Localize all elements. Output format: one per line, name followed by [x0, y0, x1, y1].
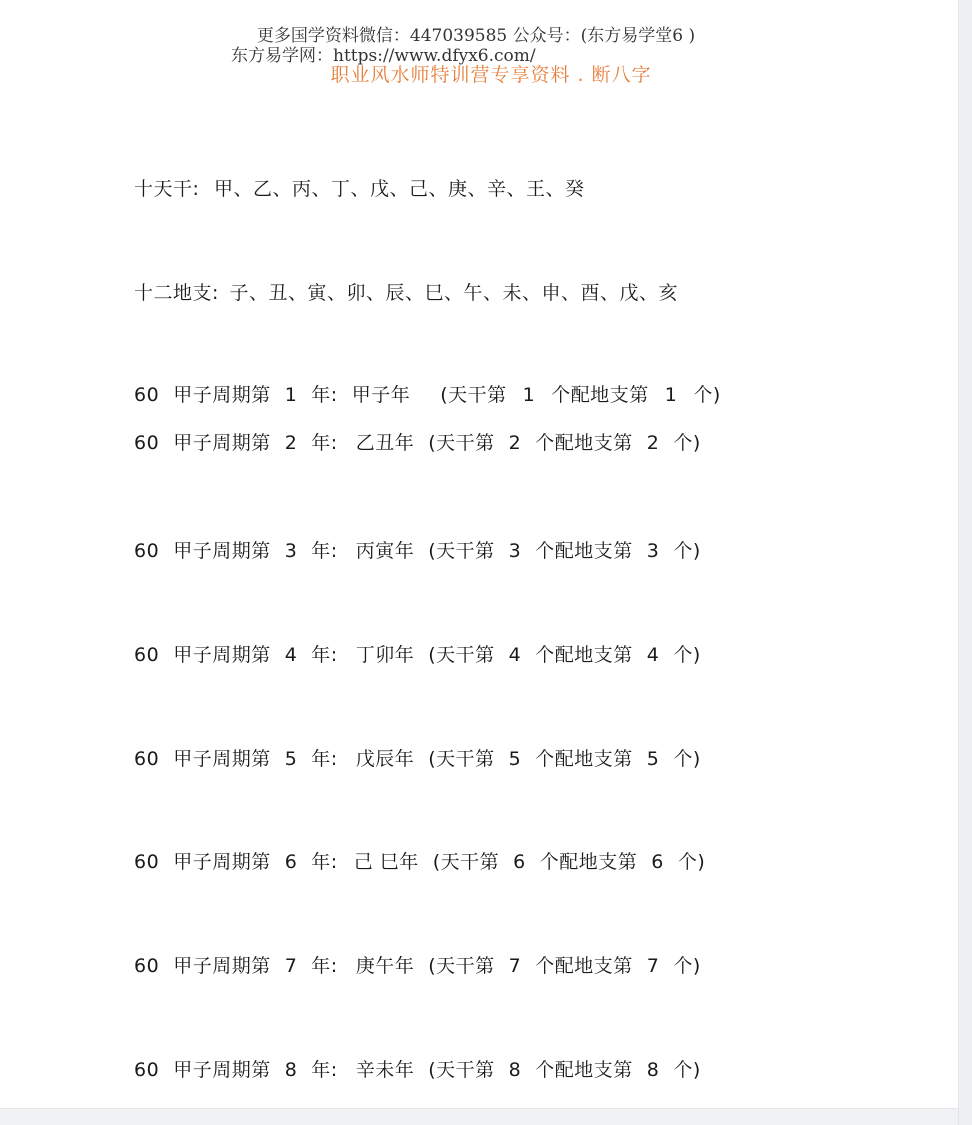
cycle-year-word: 年: [311, 955, 338, 977]
cycle-prefix: 60 [134, 540, 160, 562]
cycle-branch-index: 3 [646, 540, 660, 562]
cycle-year-word: 年: [311, 851, 338, 873]
cycle-label: 甲子周期第 [173, 748, 271, 770]
cycle-name: 乙丑年 [355, 432, 415, 454]
cycle-branch-index: 8 [646, 1059, 660, 1081]
cycle-index: 6 [284, 851, 298, 873]
cycle-row [134, 640, 701, 667]
cycle-label: 甲子周期第 [173, 1059, 271, 1081]
cycle-note-mid: 个配地支第 [535, 1059, 633, 1081]
cycle-note-end: 个) [673, 432, 701, 454]
viewer-scrollbar-track[interactable] [958, 0, 972, 1125]
cycle-stem-index: 5 [508, 748, 522, 770]
cycle-name: 己 巳年 [353, 851, 419, 873]
cycle-stem-index: 3 [508, 540, 522, 562]
watermark-website: 东方易学网：https://www.dfyx6.com/ [231, 46, 536, 66]
cycle-prefix: 60 [134, 1059, 160, 1081]
cycle-note-end: 个) [673, 540, 701, 562]
cycle-note-start: (天干第 [440, 384, 507, 406]
cycle-note-start: (天干第 [428, 955, 495, 977]
cycle-name: 甲子年 [351, 384, 411, 406]
page-header [0, 26, 958, 86]
cycle-row [134, 744, 701, 771]
cycle-note-end: 个) [673, 644, 701, 666]
header-title: 职业风水师特训营专享资料 . 断八字 [330, 64, 652, 86]
cycle-note-mid: 个配地支第 [535, 644, 633, 666]
cycle-name: 戊辰年 [355, 748, 415, 770]
cycle-row [134, 536, 701, 563]
cycle-label: 甲子周期第 [173, 851, 271, 873]
cycle-prefix: 60 [134, 432, 160, 454]
cycle-label: 甲子周期第 [173, 384, 271, 406]
cycle-row [134, 380, 721, 407]
cycle-prefix: 60 [134, 384, 160, 406]
cycle-row [134, 428, 701, 455]
cycle-branch-index: 2 [646, 432, 660, 454]
cycle-note-mid: 个配地支第 [535, 748, 633, 770]
cycle-note-start: (天干第 [428, 644, 495, 666]
cycle-label: 甲子周期第 [173, 540, 271, 562]
cycle-note-mid: 个配地支第 [535, 432, 633, 454]
cycle-prefix: 60 [134, 748, 160, 770]
cycle-branch-index: 7 [646, 955, 660, 977]
branches-list: 子、丑、寅、卯、辰、巳、午、未、申、酉、戊、亥 [229, 282, 678, 304]
cycle-note-start: (天干第 [428, 540, 495, 562]
cycle-index: 7 [284, 955, 298, 977]
cycle-note-end: 个) [693, 384, 721, 406]
cycle-year-word: 年: [311, 540, 338, 562]
cycle-year-word: 年: [311, 384, 338, 406]
cycle-name: 丁卯年 [355, 644, 415, 666]
cycle-branch-index: 1 [664, 384, 678, 406]
branches-label: 十二地支: [134, 282, 219, 304]
cycle-label: 甲子周期第 [173, 644, 271, 666]
cycle-note-start: (天干第 [428, 432, 495, 454]
cycle-index: 1 [284, 384, 298, 406]
cycle-note-end: 个) [677, 851, 706, 873]
cycle-stem-index: 2 [508, 432, 522, 454]
cycle-name: 庚午年 [355, 955, 415, 977]
viewer-bottom-edge [0, 1108, 958, 1125]
cycle-name: 辛未年 [355, 1059, 415, 1081]
cycle-index: 2 [284, 432, 298, 454]
cycle-prefix: 60 [134, 644, 160, 666]
cycle-note-end: 个) [673, 955, 701, 977]
cycle-stem-index: 7 [508, 955, 522, 977]
cycle-row [134, 1055, 701, 1082]
cycle-note-start: (天干第 [432, 851, 500, 873]
stems-line [134, 174, 584, 201]
cycle-year-word: 年: [311, 1059, 338, 1081]
cycle-stem-index: 1 [522, 384, 536, 406]
watermark-contact: 更多国学资料微信：447039585 公众号：(东方易学堂6 ) [256, 26, 696, 46]
branches-line [134, 278, 678, 305]
cycle-prefix: 60 [134, 955, 160, 977]
cycle-year-word: 年: [311, 748, 338, 770]
cycle-label: 甲子周期第 [173, 432, 271, 454]
cycle-stem-index: 6 [513, 851, 526, 873]
cycle-branch-index: 6 [651, 851, 664, 873]
cycle-note-mid: 个配地支第 [551, 384, 649, 406]
cycle-prefix: 60 [134, 851, 160, 873]
cycle-stem-index: 4 [508, 644, 522, 666]
stems-list: 甲、乙、丙、丁、戊、己、庚、辛、王、癸 [213, 178, 585, 200]
cycle-index: 8 [284, 1059, 298, 1081]
cycle-note-mid: 个配地支第 [539, 851, 638, 873]
cycle-year-word: 年: [311, 432, 338, 454]
cycle-name: 丙寅年 [355, 540, 415, 562]
cycle-branch-index: 4 [646, 644, 660, 666]
cycle-label: 甲子周期第 [173, 955, 271, 977]
cycle-note-mid: 个配地支第 [535, 540, 633, 562]
cycle-note-start: (天干第 [428, 1059, 495, 1081]
cycle-branch-index: 5 [646, 748, 660, 770]
cycle-index: 3 [284, 540, 298, 562]
cycle-note-end: 个) [673, 1059, 701, 1081]
cycle-note-end: 个) [673, 748, 701, 770]
cycle-note-start: (天干第 [428, 748, 495, 770]
stems-label: 十天干: [134, 178, 200, 200]
cycle-row [134, 951, 701, 978]
cycle-row [134, 847, 705, 874]
cycle-index: 5 [284, 748, 298, 770]
cycle-index: 4 [284, 644, 298, 666]
cycle-year-word: 年: [311, 644, 338, 666]
cycle-note-mid: 个配地支第 [535, 955, 633, 977]
cycle-stem-index: 8 [508, 1059, 522, 1081]
